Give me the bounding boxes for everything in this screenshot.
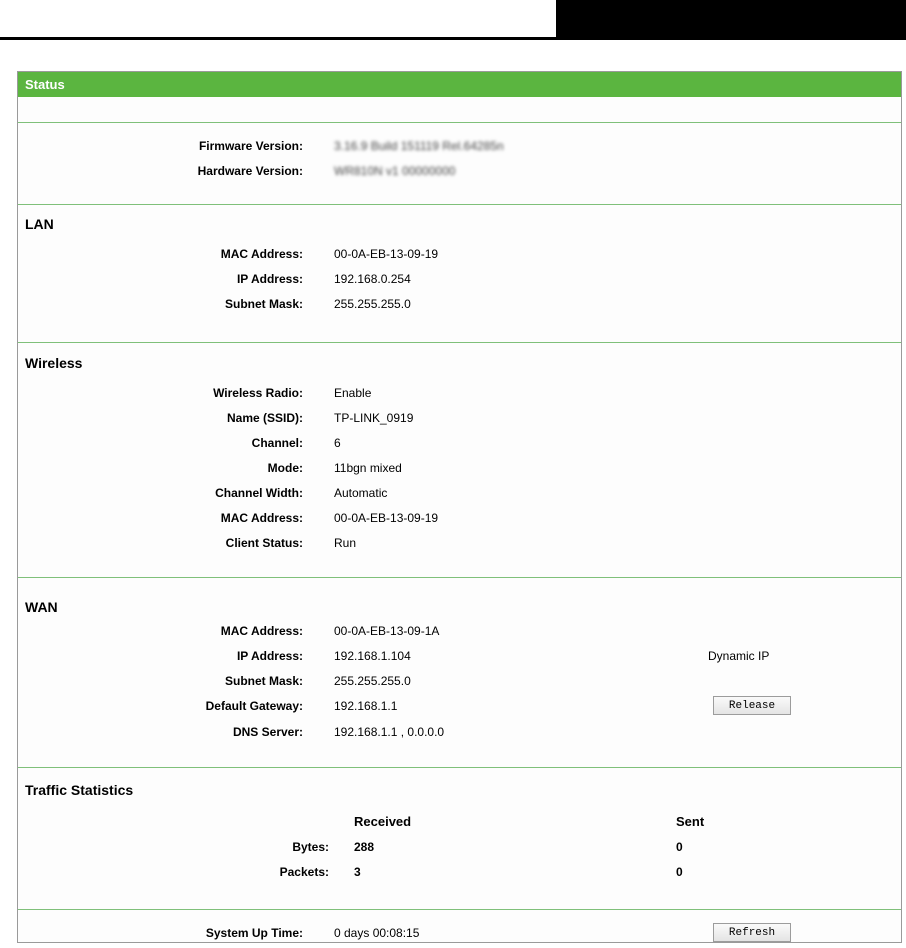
divider <box>18 342 901 343</box>
divider <box>18 767 901 768</box>
uptime-label: System Up Time: <box>205 926 303 940</box>
wan-gateway-label: Default Gateway: <box>205 699 303 713</box>
wan-dns-label: DNS Server: <box>232 725 303 739</box>
lan-mask-label: Subnet Mask: <box>224 297 303 311</box>
traffic-bytes-received: 288 <box>354 840 375 854</box>
wireless-mode-value: 11bgn mixed <box>334 461 402 475</box>
wan-ip-value: 192.168.1.104 <box>334 649 411 663</box>
wireless-mac-value: 00-0A-EB-13-09-19 <box>334 511 439 525</box>
wireless-mode-label: Mode: <box>267 461 303 475</box>
traffic-packets-sent: 0 <box>676 865 683 879</box>
wan-mask-value: 255.255.255.0 <box>334 674 411 688</box>
wireless-radio-label: Wireless Radio: <box>213 386 303 400</box>
wireless-width-label: Channel Width: <box>215 486 303 500</box>
header-rule <box>0 37 556 40</box>
wireless-ssid-value: TP-LINK_0919 <box>334 411 414 425</box>
wan-dns-value: 192.168.1.1 , 0.0.0.0 <box>334 725 445 739</box>
wireless-channel-value: 6 <box>334 436 341 450</box>
lan-ip-label: IP Address: <box>236 272 303 286</box>
traffic-bytes-sent: 0 <box>676 840 683 854</box>
wireless-mac-label: MAC Address: <box>220 511 303 525</box>
wireless-ssid-label: Name (SSID): <box>226 411 303 425</box>
release-button[interactable]: Release <box>713 696 791 715</box>
divider <box>18 909 901 910</box>
wireless-section-title: Wireless <box>25 355 83 371</box>
wireless-channel-label: Channel: <box>251 436 303 450</box>
traffic-col-sent: Sent <box>676 814 705 829</box>
wireless-client-value: Run <box>334 536 357 550</box>
wan-connection-type: Dynamic IP <box>708 649 770 663</box>
wireless-radio-value: Enable <box>334 386 372 400</box>
traffic-packets-label: Packets: <box>279 865 329 879</box>
firmware-version-value: 3.16.9 Build 151119 Rel.64285n <box>334 139 504 153</box>
header-black-block <box>556 0 906 40</box>
page-title: Status <box>18 72 901 97</box>
lan-ip-value: 192.168.0.254 <box>334 272 411 286</box>
wan-section-title: WAN <box>25 599 58 615</box>
divider <box>18 577 901 578</box>
wan-mac-value: 00-0A-EB-13-09-1A <box>334 624 440 638</box>
wan-ip-label: IP Address: <box>236 649 303 663</box>
wan-mask-label: Subnet Mask: <box>224 674 303 688</box>
uptime-value: 0 days 00:08:15 <box>334 926 420 940</box>
divider <box>18 204 901 205</box>
hardware-version-label: Hardware Version: <box>197 164 303 178</box>
lan-mac-value: 00-0A-EB-13-09-19 <box>334 247 439 261</box>
wireless-client-label: Client Status: <box>225 536 303 550</box>
divider <box>18 122 901 123</box>
refresh-button[interactable]: Refresh <box>713 923 791 942</box>
traffic-col-received: Received <box>354 814 412 829</box>
traffic-section-title: Traffic Statistics <box>25 782 134 798</box>
wan-mac-label: MAC Address: <box>220 624 303 638</box>
wan-gateway-value: 192.168.1.1 <box>334 699 398 713</box>
firmware-version-label: Firmware Version: <box>198 139 303 153</box>
lan-mac-label: MAC Address: <box>220 247 303 261</box>
traffic-bytes-label: Bytes: <box>292 840 329 854</box>
traffic-packets-received: 3 <box>354 865 361 879</box>
hardware-version-value: WR810N v1 00000000 <box>334 164 456 178</box>
lan-mask-value: 255.255.255.0 <box>334 297 411 311</box>
status-panel <box>17 71 902 943</box>
wireless-width-value: Automatic <box>334 486 388 500</box>
lan-section-title: LAN <box>25 216 54 232</box>
